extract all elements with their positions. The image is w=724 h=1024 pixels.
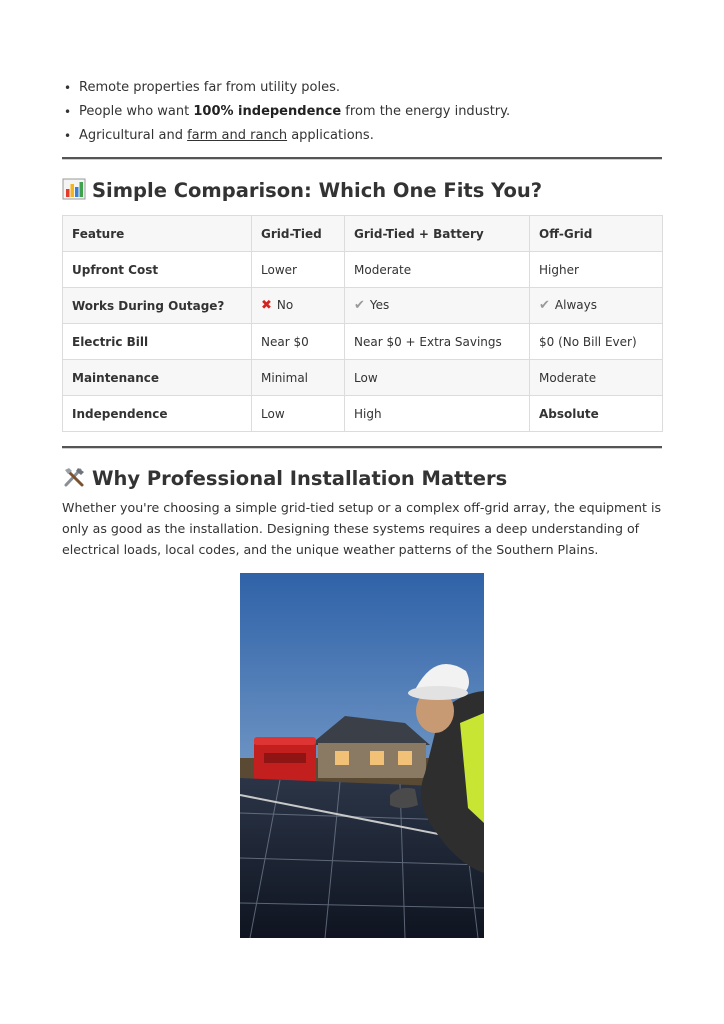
table-row [63, 288, 663, 324]
bullet-item: • Agricultural and farm and ranch applications. [62, 126, 662, 150]
column-header: Feature [63, 216, 252, 252]
bullet-list [62, 78, 662, 150]
installer-photo [240, 573, 484, 938]
table-cell: Absolute [530, 396, 663, 432]
feature-cell: Electric Bill [63, 324, 252, 360]
bold-text: 100% independence [193, 104, 342, 119]
feature-cell: Works During Outage? [63, 288, 252, 324]
table-cell: ✔ Yes [345, 288, 530, 324]
table-cell: Moderate [345, 252, 530, 288]
table-row [63, 252, 663, 288]
column-header: Grid-Tied + Battery [345, 216, 530, 252]
feature-cell: Upfront Cost [63, 252, 252, 288]
table-cell: $0 (No Bill Ever) [530, 324, 663, 360]
table-cell: Lower [252, 252, 345, 288]
table-cell: Near $0 + Extra Savings [345, 324, 530, 360]
comparison-heading: Simple Comparison: Which One Fits You? [62, 176, 662, 206]
feature-cell: Independence [63, 396, 252, 432]
table-header-row [63, 216, 663, 252]
section-divider [62, 157, 662, 159]
table-cell: Low [345, 360, 530, 396]
table-cell: ✔ Always [530, 288, 663, 324]
feature-cell: Maintenance [63, 360, 252, 396]
bar-chart-icon [62, 178, 86, 200]
bullet-item: • Remote properties far from utility poles. [62, 78, 662, 102]
table-cell: Near $0 [252, 324, 345, 360]
installation-paragraph: Whether you're choosing a simple grid-tied setup or a complex off-grid array, the equipment is only as good as the installation. Designing these systems requires a deep understanding of electrical loads, local codes, and the unique weather patterns of the Southern Plains. [62, 500, 662, 557]
section-divider [62, 446, 662, 448]
installation-heading: Why Professional Installation Matters [62, 464, 662, 494]
table-cell: Low [252, 396, 345, 432]
check-mark-icon: ✔ [354, 298, 365, 313]
comparison-table [62, 215, 663, 432]
tools-icon [62, 466, 86, 488]
check-mark-icon: ✔ [539, 298, 550, 313]
table-row [63, 324, 663, 360]
cross-mark-icon: ✖ [261, 298, 272, 313]
table-row [63, 360, 663, 396]
column-header: Grid-Tied [252, 216, 345, 252]
farm-and-ranch-link[interactable]: farm and ranch [187, 128, 288, 143]
column-header: Off-Grid [530, 216, 663, 252]
table-cell: Minimal [252, 360, 345, 396]
document-page [62, 0, 662, 1024]
table-cell: High [345, 396, 530, 432]
table-cell: ✖ No [252, 288, 345, 324]
table-cell: Higher [530, 252, 663, 288]
table-row [63, 396, 663, 432]
bullet-item: • People who want 100% independence from the energy industry. [62, 102, 662, 126]
table-cell: Moderate [530, 360, 663, 396]
